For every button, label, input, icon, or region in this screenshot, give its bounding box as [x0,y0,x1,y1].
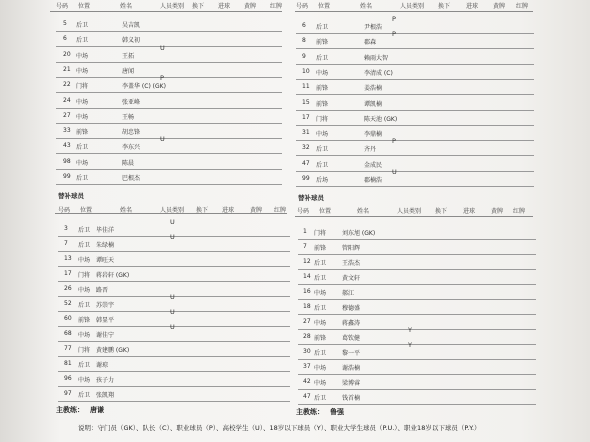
column-header: 黄牌 [250,207,263,214]
player-name: 黎一平 [342,350,361,357]
player-number: 13 [64,255,72,262]
table-row [56,155,282,170]
player-name: 穆德盛 [342,305,361,312]
player-position: 中场 [314,320,327,327]
table-row [298,285,536,300]
player-name: 唐闻 [122,67,135,75]
column-header: 姓名 [360,3,373,10]
table-row [296,30,534,49]
player-number: 17 [302,113,310,121]
player-name: 张亚峰 [122,98,141,106]
table-row [298,270,536,285]
legend-note: 说明：守门员（GK）、队长（C）、职业球员（P）、高校学生（U）、18岁以下球员（Y）、职业大学生球员（P.U.）、职业18岁以下球员（P.Y.） [78,424,481,432]
player-name: 谢琼 [96,362,109,369]
column-header: 换下 [435,208,448,215]
player-number: 12 [303,258,311,265]
player-name: 谭凯楠 [364,100,383,108]
column-header: 红牌 [270,3,283,10]
player-position: 后卫 [316,146,329,154]
player-name: 陈晨 [122,159,135,167]
player-name: 谢浩楠 [342,365,361,372]
player-position: 中场 [76,159,89,167]
player-name: 金成民 [364,161,383,169]
column-header: 人员类别 [400,3,425,10]
player-position: 后卫 [78,362,91,369]
player-name: 巴根杰 [122,175,141,182]
table-row [296,157,534,172]
player-position: 中场 [76,113,89,121]
player-position: 前锋 [316,39,329,47]
player-name: 王畅 [122,113,135,121]
coach-right-label: 主教练： [296,408,324,416]
player-number: 99 [63,173,71,180]
player-position: 后卫 [316,24,329,31]
table-row [58,342,290,357]
table-row [298,360,536,375]
player-name: 李东兴 [122,144,141,152]
player-name: 谢佳宁 [96,332,115,339]
table-row [298,326,536,345]
player-name: 毕佳洋 [96,227,115,234]
column-header: 位置 [319,208,332,215]
table-row [58,267,290,282]
player-position: 后卫 [314,260,327,267]
coach-right [296,407,344,417]
player-position: 中场 [76,98,89,106]
player-number: 3 [64,225,68,232]
player-name: 郡楠浩 [364,177,383,184]
player-category-mark: P [160,74,164,83]
coach-left-label: 主教练： [56,406,84,414]
player-name: 黄文轩 [342,275,361,282]
player-name: 蒋岩轩 (GK) [96,272,130,279]
column-header: 人员类别 [397,208,422,215]
player-name: 郡森 [364,39,377,47]
table-row [56,124,282,139]
bench-header-rule-left [55,213,287,214]
table-row [298,225,536,240]
player-position: 后卫 [314,305,327,312]
player-category-mark: U [170,293,175,301]
player-number: 28 [303,333,311,340]
player-name: 姜浩楠 [364,85,383,93]
player-name: 梁博睿 [342,380,361,387]
player-category-mark: P [392,137,396,146]
player-category-mark: U [170,233,175,241]
player-position: 后卫 [76,37,89,45]
column-header: 换下 [192,3,205,10]
player-number: 6 [63,35,67,43]
column-header: 人员类别 [160,3,185,10]
table-row [58,387,290,402]
player-number: 60 [64,315,72,322]
player-name: 陈天池 (GK) [364,115,398,123]
table-row [298,300,536,315]
player-position: 后卫 [78,227,91,234]
player-position: 后卫 [78,242,91,249]
table-row [296,137,534,156]
column-header: 黄牌 [244,3,257,10]
table-row [58,252,290,267]
player-category-mark: P [392,30,396,39]
player-position: 后卫 [314,350,327,357]
column-header: 换下 [196,207,209,214]
player-category-mark: U [170,218,175,226]
coach-left [56,405,104,415]
column-header: 姓名 [357,208,370,215]
table-row [296,15,534,34]
player-name: 李清成 (C) [364,69,393,77]
player-position: 后卫 [314,395,327,402]
player-number: 33 [63,127,71,135]
player-number: 68 [64,330,72,337]
player-number: 32 [302,144,310,152]
column-header: 进球 [218,3,231,10]
player-position: 中场 [316,131,329,139]
player-number: 5 [63,20,67,27]
player-position: 前锋 [316,100,329,108]
table-row [296,65,534,80]
column-header: 红牌 [516,3,529,10]
player-number: 6 [302,22,306,29]
table-row [58,372,290,387]
player-number: 18 [303,303,311,310]
player-position: 后卫 [316,161,329,169]
player-number: 21 [63,65,71,73]
player-number: 10 [302,67,310,75]
player-name: 郝江 [342,290,355,297]
table-row [296,96,534,111]
player-number: 20 [63,50,71,58]
table-row [56,32,282,47]
player-position: 后场 [316,177,329,184]
player-number: 27 [63,111,71,119]
column-header: 黄牌 [493,3,506,10]
column-header: 人员类别 [160,207,185,214]
table-row [296,126,534,141]
column-header: 黄牌 [491,208,504,215]
player-name: 谭旺天 [96,257,115,264]
player-position: 门将 [314,230,327,237]
player-position: 中场 [76,52,89,60]
player-name: 李鼎楠 [364,131,383,139]
player-position: 后卫 [76,144,89,152]
player-category-mark: U [392,168,397,176]
player-number: 17 [64,270,72,277]
player-name: 王浩杰 [342,260,361,267]
player-position: 后卫 [76,175,89,182]
player-number: 37 [303,363,311,370]
player-position: 中场 [78,287,91,294]
player-number: 1 [303,228,307,235]
column-header: 位置 [318,3,331,10]
player-position: 后卫 [78,392,91,399]
table-row [298,255,536,270]
coach-left-name: 唐谦 [90,406,104,414]
player-position: 中场 [78,257,91,264]
player-name: 苏崇宇 [96,302,115,309]
column-header: 进球 [463,208,476,215]
player-position: 前锋 [316,85,329,93]
table-row [296,80,534,95]
player-position: 中场 [314,290,327,297]
player-position: 中场 [78,332,91,339]
header-rule-right [295,11,533,12]
table-row [56,63,282,78]
bench-title-right: 替补球员 [298,194,324,202]
player-position: 前锋 [314,335,327,342]
column-header: 号码 [56,3,69,10]
table-row [296,111,534,126]
player-position: 门将 [76,83,89,91]
player-number: 81 [64,360,72,367]
player-name: 刘东旭 (GK) [342,230,376,237]
player-number: 16 [303,288,311,295]
player-name: 赖雨大智 [364,54,389,62]
column-header: 号码 [297,208,310,215]
player-number: 30 [303,348,311,355]
table-row [58,357,290,372]
player-name: 朱绿楠 [96,242,115,249]
table-row [56,135,282,154]
player-name: 尹根浩 [364,24,383,31]
player-number: 47 [302,159,310,167]
player-position: 中场 [314,380,327,387]
player-number: 96 [64,375,72,382]
player-name: 路晋 [96,287,109,294]
table-row [298,240,536,255]
player-number: 14 [303,273,311,280]
player-category-mark: P [392,15,396,23]
table-row [58,323,290,342]
player-position: 门将 [78,347,91,354]
player-number: 47 [303,393,311,400]
table-row [298,341,536,360]
column-header: 红牌 [274,207,287,214]
table-row [298,315,536,330]
player-name: 李盖华 (C) (GK) [122,83,166,91]
player-position: 中场 [78,377,91,384]
player-number: 31 [302,129,310,137]
player-number: 11 [302,83,310,91]
player-name: 齐丹 [364,146,377,154]
bench-title-left: 替补球员 [58,192,84,200]
table-row [296,50,534,65]
table-row [56,109,282,124]
player-position: 前锋 [78,317,91,324]
column-header: 位置 [78,3,91,10]
player-name: 王拓 [122,52,135,60]
player-category-mark: Y [408,341,412,349]
bench-header-rule-right [295,216,533,217]
player-position: 后卫 [78,302,91,309]
player-number: 52 [64,300,72,307]
player-name: 胡忠锋 [122,129,141,137]
player-category-mark: U [170,308,175,316]
column-header: 换下 [438,3,451,10]
player-name: 黄建鹏 (GK) [96,347,130,354]
column-header: 位置 [80,207,93,214]
player-category-mark: U [160,135,165,144]
player-name: 张凯翔 [96,392,115,399]
player-position: 后卫 [316,54,329,62]
player-name: 吴吉凯 [122,22,141,29]
player-number: 22 [63,81,71,89]
column-header: 号码 [296,3,309,10]
table-row [298,390,536,405]
player-category-mark: U [170,323,175,331]
player-number: 9 [302,52,306,60]
player-position: 前锋 [76,129,89,137]
player-number: 7 [303,243,307,250]
player-number: 24 [63,96,71,104]
player-position: 后卫 [314,275,327,282]
table-row [298,375,536,390]
coach-right-name: 鲁强 [330,408,344,416]
header-rule-left [50,11,282,12]
player-name: 管阳辉 [342,245,361,252]
table-row [56,94,282,109]
table-row [296,168,534,187]
player-number: 43 [63,142,71,150]
player-category-mark: Y [408,326,412,334]
player-name: 蒋鑫涛 [342,320,361,327]
player-number: 8 [302,37,306,45]
player-category-mark: U [160,43,165,52]
column-header: 姓名 [120,207,133,214]
player-number: 27 [303,318,311,325]
column-header: 进球 [222,207,235,214]
table-row [56,170,282,185]
player-name: 韩义初 [122,37,141,45]
player-position: 门将 [316,115,329,123]
player-position: 中场 [314,365,327,372]
player-position: 中场 [316,69,329,77]
player-number: 7 [64,240,68,247]
player-number: 97 [64,390,72,397]
player-number: 15 [302,98,310,106]
column-header: 红牌 [513,208,526,215]
player-position: 门将 [78,272,91,279]
player-position: 前锋 [314,245,327,252]
player-name: 韩显平 [96,317,115,324]
column-header: 姓名 [120,3,133,10]
player-number: 98 [63,157,71,165]
table-row [56,74,282,93]
player-number: 42 [303,378,311,385]
player-number: 26 [64,285,72,292]
player-number: 77 [64,345,72,352]
player-number: 99 [302,175,310,182]
player-name: 葛钦健 [342,335,361,342]
player-position: 中场 [76,67,89,75]
column-header: 号码 [58,207,71,214]
player-name: 钱首楠 [342,395,361,402]
table-row [56,43,282,63]
player-name: 孩子力 [96,377,115,384]
table-row [58,233,290,252]
column-header: 进球 [466,3,479,10]
player-position: 后卫 [76,22,89,29]
table-row [56,17,282,32]
